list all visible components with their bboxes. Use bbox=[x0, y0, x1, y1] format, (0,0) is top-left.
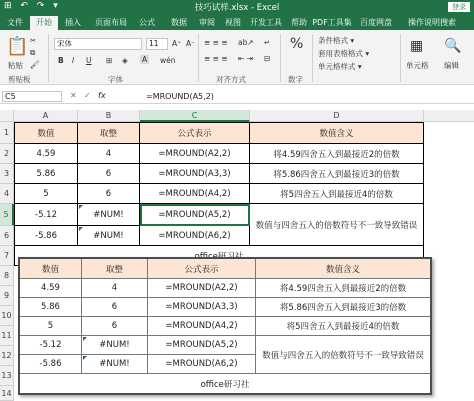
row-header-2[interactable]: 2 bbox=[0, 144, 14, 164]
tab-baidu-netdisk[interactable]: 百度网盘 bbox=[360, 18, 392, 27]
selected-cell-c5[interactable]: =MROUND(A5,2) bbox=[140, 204, 250, 226]
error-indicator-icon[interactable] bbox=[79, 205, 83, 209]
image-cell: 5 bbox=[20, 317, 82, 336]
merge-icon[interactable]: ⊟ bbox=[264, 54, 271, 63]
row-header-4[interactable]: 4 bbox=[0, 184, 14, 204]
row-header-13[interactable]: 13 bbox=[0, 366, 14, 386]
fill-color-icon[interactable]: ◈ bbox=[122, 56, 128, 65]
row-header-1[interactable]: 1 bbox=[0, 122, 14, 144]
underline-icon[interactable]: U bbox=[86, 56, 92, 65]
column-header-c[interactable]: C bbox=[140, 110, 250, 122]
image-cell: 将4.59四舍五入到最接近2的倍数 bbox=[256, 279, 430, 298]
image-cell: 4.59 bbox=[20, 279, 82, 298]
tab-pdf-tools[interactable]: PDF工具集 bbox=[312, 18, 352, 27]
image-cell: 5.86 bbox=[20, 298, 82, 317]
tab-formulas[interactable]: 公式 bbox=[139, 18, 155, 27]
image-cell: 将5四舍五入到最接近4的倍数 bbox=[256, 317, 430, 336]
table-cell[interactable]: 4.59 bbox=[14, 144, 78, 164]
image-header-cell: 数值 bbox=[20, 259, 82, 279]
column-header-a[interactable]: A bbox=[14, 110, 78, 122]
enter-icon[interactable]: ✓ bbox=[84, 91, 91, 100]
error-indicator-icon bbox=[83, 356, 87, 360]
align-left-icon[interactable]: ≡ ≡ ≡ bbox=[204, 54, 228, 63]
group-clipboard-label: 剪贴板 bbox=[8, 75, 31, 84]
editing-button[interactable]: 编辑 bbox=[444, 61, 459, 70]
image-header-cell: 数值含义 bbox=[256, 259, 430, 279]
percent-style-button[interactable]: % bbox=[290, 36, 304, 52]
login-button[interactable]: 登录 bbox=[448, 2, 470, 12]
font-size-select[interactable]: 11 bbox=[146, 38, 168, 50]
ribbon-tabs bbox=[0, 14, 474, 30]
table-cell[interactable]: 将5.86四舍五入到最接近3的倍数 bbox=[250, 164, 424, 184]
group-font-label: 字体 bbox=[108, 75, 123, 84]
table-cell[interactable]: 4 bbox=[78, 144, 140, 164]
table-cell[interactable]: 6 bbox=[78, 164, 140, 184]
bold-icon[interactable]: B bbox=[58, 56, 64, 65]
table-cell[interactable]: 6 bbox=[78, 184, 140, 204]
tab-file[interactable]: 文件 bbox=[7, 18, 23, 27]
image-merged-note: 数值与四舍五入的倍数符号不一致导致错误 bbox=[256, 336, 430, 374]
ribbon-separator bbox=[312, 34, 313, 82]
paste-button[interactable]: 粘贴 bbox=[8, 61, 23, 70]
image-header-cell: 公式表示 bbox=[148, 259, 256, 279]
tab-data[interactable]: 数据 bbox=[171, 18, 187, 27]
font-name-select[interactable]: 宋体 bbox=[54, 38, 142, 50]
table-cell[interactable]: 5 bbox=[14, 184, 78, 204]
table-cell[interactable]: =MROUND(A3,3) bbox=[140, 164, 250, 184]
cell-styles-button[interactable]: 单元格样式 ▾ bbox=[318, 62, 362, 71]
column-header-d[interactable]: D bbox=[250, 110, 424, 122]
tab-review[interactable]: 审阅 bbox=[199, 18, 215, 27]
column-header-empty bbox=[424, 110, 474, 122]
indent-icon[interactable]: ⇤ ⇥ bbox=[238, 54, 253, 63]
tab-insert[interactable]: 插入 bbox=[65, 18, 81, 27]
image-cell: =MROUND(A6,2) bbox=[148, 355, 256, 374]
row-header-8[interactable]: 8 bbox=[0, 266, 14, 286]
table-cell[interactable]: #NUM! bbox=[78, 226, 140, 246]
image-cell: =MROUND(A3,3) bbox=[148, 298, 256, 317]
table-cell[interactable]: =MROUND(A4,2) bbox=[140, 184, 250, 204]
quick-access-toolbar[interactable]: ⊞ ↶ ↷ ▾ bbox=[4, 1, 61, 11]
image-cell: 4 bbox=[82, 279, 148, 298]
pasted-table-image[interactable] bbox=[18, 257, 432, 395]
window-title: 技巧试样.xlsx - Excel bbox=[194, 3, 280, 13]
tab-view[interactable]: 视图 bbox=[225, 18, 241, 27]
name-box[interactable]: C5 bbox=[2, 91, 62, 102]
fx-icon[interactable]: fx bbox=[98, 91, 106, 100]
image-cell: #NUM! bbox=[82, 336, 148, 355]
table-header-cell[interactable]: 数值 bbox=[14, 122, 78, 144]
row-header-14[interactable]: 14 bbox=[0, 386, 14, 401]
table-cell[interactable]: -5.12 bbox=[14, 204, 78, 226]
image-cell: -5.86 bbox=[20, 355, 82, 374]
tab-page-layout[interactable]: 页面布局 bbox=[95, 18, 127, 27]
row-header-5[interactable]: 5 bbox=[0, 204, 14, 226]
cut-icon[interactable]: ✂ bbox=[30, 36, 37, 45]
table-cell[interactable]: 将4.59四舍五入到最接近2的倍数 bbox=[250, 144, 424, 164]
cells-button[interactable]: 单元格 bbox=[406, 61, 429, 70]
grow-font-icon[interactable]: A⁺ bbox=[172, 39, 182, 48]
group-alignment-label: 对齐方式 bbox=[216, 75, 246, 84]
row-header-11[interactable]: 11 bbox=[0, 326, 14, 346]
phonetic-icon[interactable]: wén bbox=[160, 56, 176, 65]
format-painter-icon[interactable]: 🖌 bbox=[30, 60, 40, 69]
table-cell[interactable]: -5.86 bbox=[14, 226, 78, 246]
wrap-text-icon[interactable]: ↵ bbox=[264, 38, 271, 47]
cells-icon[interactable]: ▦ bbox=[410, 38, 424, 54]
conditional-format-button[interactable]: 条件格式 ▾ bbox=[318, 36, 355, 45]
row-header-12[interactable]: 12 bbox=[0, 346, 14, 366]
ribbon-separator bbox=[48, 34, 49, 82]
column-header-b[interactable]: B bbox=[78, 110, 140, 122]
find-icon[interactable]: 🔍 bbox=[444, 38, 462, 54]
select-all-corner[interactable] bbox=[0, 110, 14, 122]
format-as-table-button[interactable]: 套用表格格式 ▾ bbox=[318, 49, 370, 58]
image-cell: -5.12 bbox=[20, 336, 82, 355]
image-cell: 6 bbox=[82, 298, 148, 317]
table-cell[interactable]: =MROUND(A6,2) bbox=[140, 226, 250, 246]
table-cell[interactable]: 5.86 bbox=[14, 164, 78, 184]
ribbon-separator bbox=[280, 34, 281, 82]
image-header-cell: 取整 bbox=[82, 259, 148, 279]
row-header-7[interactable]: 7 bbox=[0, 246, 14, 266]
cancel-icon[interactable]: ✕ bbox=[70, 91, 77, 100]
formula-bar bbox=[0, 89, 474, 104]
tab-search[interactable]: 操作说明搜索 bbox=[408, 18, 456, 27]
ribbon bbox=[0, 30, 474, 85]
image-footer-cell: office研习社 bbox=[200, 379, 250, 390]
tab-developer[interactable]: 开发工具 bbox=[250, 18, 282, 27]
title-bar bbox=[0, 0, 474, 14]
image-cell: =MROUND(A5,2) bbox=[148, 336, 256, 355]
error-indicator-icon bbox=[83, 337, 87, 341]
font-color-icon[interactable]: A bbox=[142, 55, 148, 64]
group-number-label: 数字 bbox=[288, 75, 303, 84]
orientation-icon[interactable]: ab↗ bbox=[238, 38, 254, 47]
row-header-6[interactable]: 6 bbox=[0, 226, 14, 246]
error-indicator-icon[interactable] bbox=[79, 227, 83, 231]
ribbon-separator bbox=[400, 34, 401, 82]
formula-input[interactable]: =MROUND(A5,2) bbox=[146, 92, 214, 101]
shrink-font-icon[interactable]: A⁻ bbox=[186, 39, 196, 48]
copy-icon[interactable]: ⧉ bbox=[30, 48, 36, 57]
table-cell[interactable]: 将5四舍五入到最接近4的倍数 bbox=[250, 184, 424, 204]
tab-help[interactable]: 帮助 bbox=[291, 18, 307, 27]
table-header-cell[interactable]: 公式表示 bbox=[140, 122, 250, 144]
image-cell: 将5.86四舍五入到最接近3的倍数 bbox=[256, 298, 430, 317]
table-cell[interactable]: #NUM! bbox=[78, 204, 140, 226]
align-top-icon[interactable]: ≡ ≡ ≡ bbox=[204, 38, 228, 47]
row-header-3[interactable]: 3 bbox=[0, 164, 14, 184]
row-header-10[interactable]: 10 bbox=[0, 306, 14, 326]
table-cell[interactable]: =MROUND(A2,2) bbox=[140, 144, 250, 164]
image-cell: =MROUND(A4,2) bbox=[148, 317, 256, 336]
border-icon[interactable]: ⊞ bbox=[106, 56, 113, 65]
image-cell: #NUM! bbox=[82, 355, 148, 374]
merged-note-cell[interactable]: 数值与四舍五入的倍数符号不一致导致错误 bbox=[250, 204, 424, 246]
table-header-cell[interactable]: 取整 bbox=[78, 122, 140, 144]
image-cell: =MROUND(A2,2) bbox=[148, 279, 256, 298]
tab-home[interactable]: 开始 bbox=[30, 16, 58, 30]
ribbon-separator bbox=[198, 34, 199, 82]
table-header-cell[interactable]: 数值含义 bbox=[250, 122, 424, 144]
image-cell: 6 bbox=[82, 317, 148, 336]
clipboard-icon[interactable]: 📋 bbox=[6, 36, 29, 57]
italic-icon[interactable]: I bbox=[72, 56, 75, 65]
row-header-9[interactable]: 9 bbox=[0, 286, 14, 306]
